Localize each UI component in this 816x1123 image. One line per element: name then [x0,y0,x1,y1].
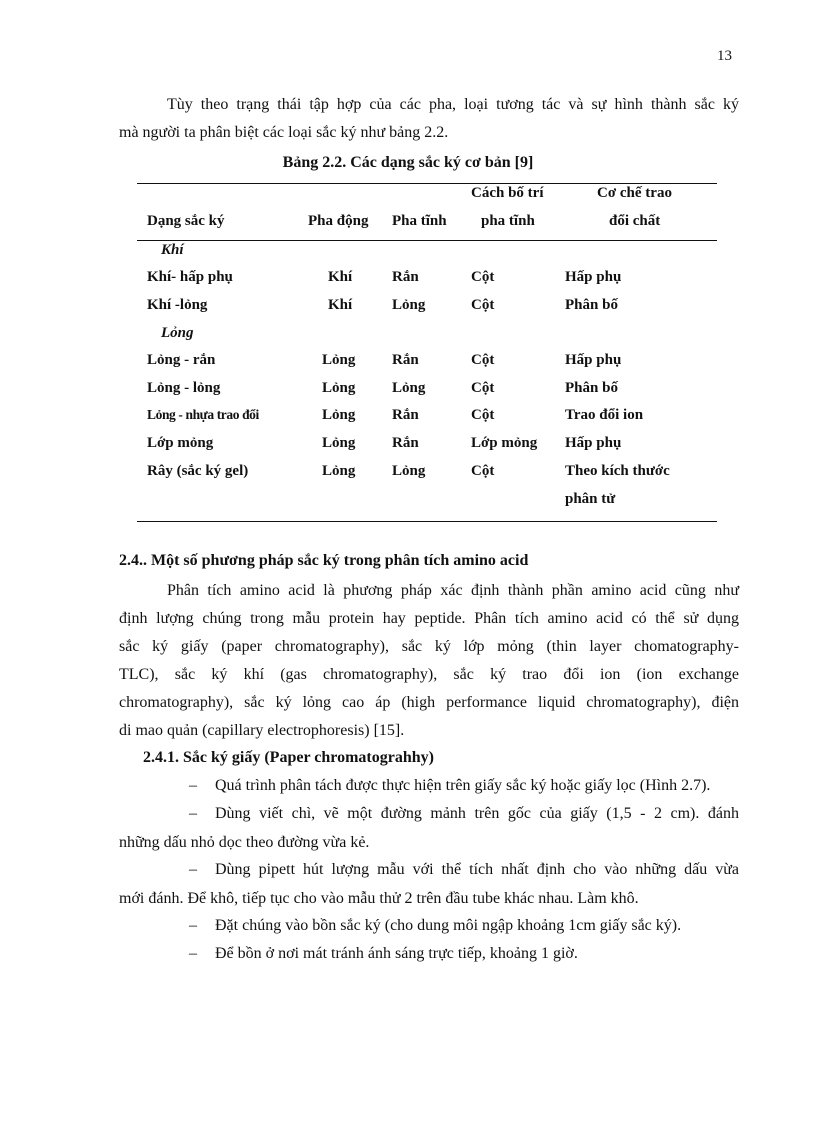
row-4-type: Lỏng - lỏng [147,380,221,396]
header-type: Dạng sắc ký [147,213,225,229]
row-3-arrangement: Cột [471,352,495,368]
section-2-4-1-heading: 2.4.1. Sắc ký giấy (Paper chromatograhhy) [143,749,434,766]
bullet-4-text: Đặt chúng vào bồn sắc ký (cho dung môi ngập khoảng 1cm giấy sắc ký). [215,917,682,934]
header-arrangement-line-2: pha tĩnh [481,213,535,229]
section-2-4-line-5: chromatography), sắc ký lỏng cao áp (high performance liquid chromatography), điện [119,694,739,711]
row-2-stationary: Lỏng [392,297,426,313]
bullet-1-text: Quá trình phân tách được thực hiện trên giấy sắc ký hoặc giấy lọc (Hình 2.7). [215,777,711,794]
row-2-type: Khí -lỏng [147,297,208,313]
row-7-mechanism: Theo kích thước [565,463,670,479]
row-2-mobile: Khí [328,297,353,313]
bullet-3-dash: – [189,861,197,878]
row-4-mechanism: Phân bố [565,380,618,396]
section-2-4-heading: 2.4.. Một số phương pháp sắc ký trong phân tích amino acid [119,552,529,569]
group-label-liquid: Lỏng [161,325,194,341]
row-6-arrangement: Lớp mỏng [471,435,538,451]
row-5-stationary: Rắn [392,407,419,423]
table-header-rule [137,240,717,241]
row-7-arrangement: Cột [471,463,495,479]
row-4-stationary: Lỏng [392,380,426,396]
row-2-arrangement: Cột [471,297,495,313]
row-3-type: Lỏng - rắn [147,352,216,368]
row-2-mechanism: Phân bố [565,297,618,313]
row-5-mobile: Lỏng [322,407,356,423]
row-6-stationary: Rắn [392,435,419,451]
bullet-2-line-1: Dùng viết chì, vẽ một đường mảnh trên gốc của giấy (1,5 - 2 cm). đánh [215,805,739,822]
section-2-4-line-4: TLC), sắc ký khí (gas chromatography), sắc ký trao đổi ion (ion exchange [119,666,739,683]
row-5-type: Lỏng - nhựa trao đổi [147,407,259,422]
row-3-mechanism: Hấp phụ [565,352,622,368]
row-4-mobile: Lỏng [322,380,356,396]
header-mechanism-line-2: đổi chất [609,213,661,229]
bullet-5-text: Để bồn ở nơi mát tránh ánh sáng trực tiếp, khoảng 1 giờ. [215,945,578,962]
page-number: 13 [717,48,732,64]
bullet-5-dash: – [189,945,197,962]
bullet-3-line-2: mới đánh. Để khô, tiếp tục cho vào mẫu thử 2 trên đầu tube khác nhau. Làm khô. [119,890,639,907]
header-mobile-phase: Pha động [308,213,369,229]
bullet-4-dash: – [189,917,197,934]
section-2-4-line-1: Phân tích amino acid là phương pháp xác định thành phần amino acid cũng như [167,582,739,599]
row-3-mobile: Lỏng [322,352,356,368]
row-6-type: Lớp mỏng [147,435,214,451]
table-top-rule [137,183,717,184]
row-1-type: Khí- hấp phụ [147,269,233,285]
table-bottom-rule [137,521,717,522]
row-3-stationary: Rắn [392,352,419,368]
row-5-arrangement: Cột [471,407,495,423]
section-2-4-line-3: sắc ký giấy (paper chromatography), sắc ký lớp mỏng (thin layer chomatography- [119,638,739,655]
header-arrangement-line-1: Cách bố trí [471,185,544,201]
row-1-stationary: Rắn [392,269,419,285]
row-7-stationary: Lỏng [392,463,426,479]
row-7-mechanism-line-2: phân tử [565,491,616,507]
row-5-mechanism: Trao đổi ion [565,407,644,423]
header-stationary-phase: Pha tĩnh [392,213,447,229]
intro-line-1: Tùy theo trạng thái tập hợp của các pha, loại tương tác và sự hình thành sắc ký [167,96,739,113]
group-label-gas: Khí [161,242,184,258]
header-mechanism-line-1: Cơ chế trao [597,185,672,201]
section-2-4-line-2: định lượng chúng trong mẫu protein hay peptide. Phân tích amino acid có thể sử dụng [119,610,739,627]
row-7-mobile: Lỏng [322,463,356,479]
section-2-4-line-6: di mao quản (capillary electrophoresis) [15]. [119,722,405,739]
row-1-mechanism: Hấp phụ [565,269,622,285]
bullet-2-dash: – [189,805,197,822]
row-1-mobile: Khí [328,269,353,285]
row-7-type: Rây (sắc ký gel) [147,463,249,479]
bullet-1-dash: – [189,777,197,794]
row-6-mechanism: Hấp phụ [565,435,622,451]
row-1-arrangement: Cột [471,269,495,285]
row-4-arrangement: Cột [471,380,495,396]
bullet-3-line-1: Dùng pipett hút lượng mẫu với thể tích nhất định cho vào những dấu vừa [215,861,739,878]
table-title: Bảng 2.2. Các dạng sắc ký cơ bản [9] [282,154,534,171]
bullet-2-line-2: những dấu nhỏ dọc theo đường vừa kẻ. [119,834,370,851]
row-6-mobile: Lỏng [322,435,356,451]
intro-line-2: mà người ta phân biệt các loại sắc ký như bảng 2.2. [119,124,449,141]
